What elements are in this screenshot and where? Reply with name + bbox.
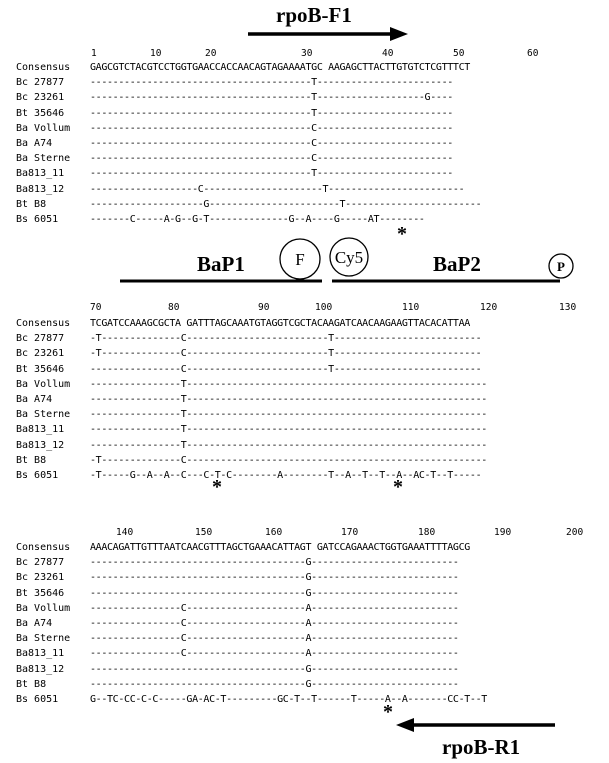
variant-row: -T--------------C----------------------------------------------------- — [90, 454, 487, 466]
probe-bap2-label: BaP2 — [433, 252, 481, 276]
variant-row: ----------------C---------------------A-------------------------- — [90, 633, 459, 645]
consensus-sequence: AAACAGATTGTTTAATCAACGTTTAGCTGAAACATTAGT GATCCAGAAACTGGTGAAATTTTAGCG — [90, 542, 470, 553]
ruler-tick: 20 — [205, 48, 217, 59]
variant-row: ----------------T----------------------------------------------------- — [90, 378, 487, 390]
phosphate-marker — [549, 254, 573, 278]
ruler-tick: 80 — [168, 302, 180, 313]
row-label: Bc 23261 — [16, 92, 65, 104]
ruler-tick: 30 — [301, 48, 313, 59]
row-label: Ba813_11 — [16, 424, 65, 436]
variant-row: -T--------------C-------------------------T-------------------------- — [90, 333, 482, 345]
variant-row: ----------------T----------------------------------------------------- — [90, 439, 487, 451]
row-label: Bt B8 — [16, 678, 47, 690]
phosphate-text: P — [557, 259, 565, 274]
row-label: Bt 35646 — [16, 107, 65, 119]
asterisk-marker: * — [393, 476, 403, 498]
variant-row: --------------------G-----------------------T------------------------ — [90, 198, 482, 210]
fluor-cy5-text: Cy5 — [334, 248, 364, 267]
ruler-tick: 60 — [527, 48, 539, 59]
row-label: Bc 23261 — [16, 348, 65, 360]
ruler-tick: 160 — [265, 527, 283, 538]
variant-row: --------------------------------------G-------------------------- — [90, 663, 459, 675]
ruler-tick: 130 — [559, 302, 577, 313]
ruler-tick: 180 — [418, 527, 436, 538]
ruler-tick: 120 — [480, 302, 498, 313]
ruler-tick: 140 — [116, 527, 134, 538]
asterisk-marker: * — [397, 223, 407, 245]
row-label: Bs 6051 — [16, 694, 59, 705]
row-label: Ba813_11 — [16, 168, 65, 180]
variant-row: ---------------------------------------C------------------------ — [90, 122, 453, 134]
variant-row: ----------------C---------------------A-------------------------- — [90, 602, 459, 614]
variant-row: ---------------------------------------T------------------------ — [90, 168, 453, 180]
ruler-tick: 70 — [90, 302, 102, 313]
row-label: Ba Sterne — [16, 153, 71, 165]
row-label: Bc 27877 — [16, 333, 65, 345]
variant-row: ----------------C-------------------------T-------------------------- — [90, 363, 482, 375]
variant-row: -------C-----A-G--G-T--------------G--A----G-----AT-------- — [90, 214, 425, 225]
row-label: Ba Vollum — [16, 378, 71, 390]
ruler-tick: 50 — [453, 48, 465, 59]
variant-row: ----------------C---------------------A-------------------------- — [90, 618, 459, 629]
variant-row: ----------------T----------------------------------------------------- — [90, 409, 487, 421]
row-label-consensus: Consensus — [16, 542, 71, 553]
row-label: Bs 6051 — [16, 214, 59, 225]
ruler-tick: 110 — [402, 302, 420, 313]
row-label: Bc 23261 — [16, 572, 65, 584]
row-label: Bt 35646 — [16, 587, 65, 599]
variant-row: --------------------------------------G-------------------------- — [90, 678, 459, 690]
variant-row: -T-----G--A--A--C---C-T-C--------A--------T--A--T--T--A--AC-T--T----- — [90, 470, 482, 481]
ruler-tick: 90 — [258, 302, 270, 313]
variant-row: --------------------------------------G-------------------------- — [90, 587, 459, 599]
asterisk-marker: * — [212, 476, 222, 498]
variant-row: --------------------------------------G-------------------------- — [90, 572, 459, 584]
fluor-f-text: F — [295, 250, 305, 269]
ruler-tick: 190 — [494, 527, 512, 538]
row-label-consensus: Consensus — [16, 318, 71, 329]
ruler-tick: 150 — [195, 527, 213, 538]
primer-forward-arrow — [248, 27, 408, 41]
row-label: Bt B8 — [16, 454, 47, 466]
ruler-block-1 — [0, 46, 609, 60]
ruler-tick: 170 — [341, 527, 359, 538]
row-label: Ba Sterne — [16, 409, 71, 421]
row-label: Ba813_11 — [16, 648, 65, 660]
row-label: Ba813_12 — [16, 663, 65, 675]
row-label: Ba Vollum — [16, 602, 71, 614]
ruler-block-2 — [0, 300, 609, 314]
consensus-sequence: GAGCGTCTACGTCCTGGTGAACCACCAACAGTAGAAAATGC AAGAGCTTACTTGTGTCTCGTTTCT — [90, 62, 470, 73]
ruler-tick: 40 — [382, 48, 394, 59]
ruler-tick: 200 — [566, 527, 584, 538]
row-label: Ba A74 — [16, 138, 53, 149]
row-label-consensus: Consensus — [16, 62, 71, 73]
primer-reverse-label: rpoB-R1 — [442, 735, 521, 759]
variant-row: ---------------------------------------T-------------------G---- — [90, 92, 453, 104]
ruler-tick: 1 — [91, 48, 97, 59]
variant-row: ---------------------------------------T------------------------ — [90, 107, 453, 119]
variant-row: -------------------C---------------------T------------------------ — [90, 183, 465, 195]
variant-row: ---------------------------------------C------------------------ — [90, 153, 453, 165]
row-label: Bs 6051 — [16, 470, 59, 481]
row-label: Bt 35646 — [16, 363, 65, 375]
row-label: Ba Sterne — [16, 633, 71, 645]
variant-row: ----------------T----------------------------------------------------- — [90, 394, 487, 405]
variant-row: --------------------------------------G-------------------------- — [90, 557, 459, 569]
primer-forward-label: rpoB-F1 — [276, 3, 352, 27]
variant-row: ---------------------------------------T------------------------ — [90, 77, 453, 89]
fluor-f-marker — [280, 239, 320, 279]
ruler-block-3 — [0, 525, 609, 539]
row-label: Ba A74 — [16, 394, 53, 405]
row-label: Ba A74 — [16, 618, 53, 629]
primer-reverse-arrow — [396, 718, 555, 732]
row-label: Ba Vollum — [16, 122, 71, 134]
row-label: Ba813_12 — [16, 439, 65, 451]
variant-row: ----------------T----------------------------------------------------- — [90, 424, 487, 436]
row-label: Bc 27877 — [16, 77, 65, 89]
consensus-sequence: TCGATCCAAAGCGCTA GATTTAGCAAATGTAGGTCGCTACAAGATCAACAAGAAGTTACACATTAA — [90, 318, 470, 329]
variant-row: ----------------C---------------------A-------------------------- — [90, 648, 459, 660]
fluor-cy5-marker — [330, 238, 368, 276]
asterisk-marker: * — [383, 701, 393, 723]
variant-row: ---------------------------------------C------------------------ — [90, 138, 453, 149]
row-label: Bc 27877 — [16, 557, 65, 569]
ruler-tick: 100 — [315, 302, 333, 313]
variant-row: G--TC-CC-C-C-----GA-AC-T---------GC-T--T------T-----A--A-------CC-T--T — [90, 694, 487, 705]
probe-bap1-label: BaP1 — [197, 252, 245, 276]
ruler-tick: 10 — [150, 48, 162, 59]
variant-row: -T--------------C-------------------------T-------------------------- — [90, 348, 482, 360]
row-label: Bt B8 — [16, 198, 47, 210]
row-label: Ba813_12 — [16, 183, 65, 195]
